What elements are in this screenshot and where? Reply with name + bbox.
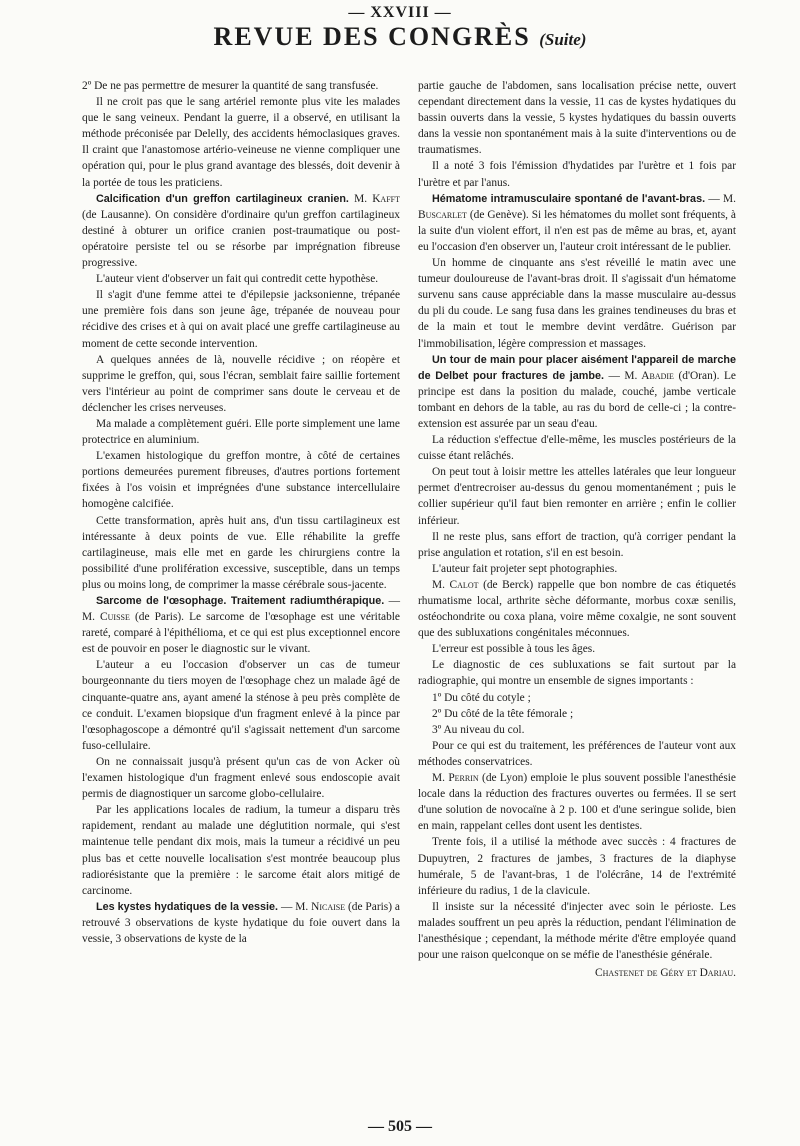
paragraph: Par les applications locales de radium, la tumeur a disparu très rapidement, rendant au malade une déglutition normale, qui s'est maintenue telle pendant dix mois, mais la tumeur a récidivé un peu plus bas et cette nouvelle localisation s'est montrée beaucoup plus radiorésistante que la première : le sarcome était alors mitigé de carcinome. bbox=[82, 804, 400, 897]
paragraph: L'auteur a eu l'occasion d'observer un cas de tumeur bourgeonnante du tiers moyen de l'œsophage chez un malade âgé de cinquante-quatre ans, ayant amené la sténose à peu près complète de ce conduit. L'examen biopsique d'un fragment enlevé à la pince par l'œsophagoscope a démontré qu'il s'agissait nettement d'un sarcome fuso-cellulaire. bbox=[82, 659, 400, 752]
paragraph: Il s'agit d'une femme attei te d'épilepsie jacksonienne, trépanée une première fois dans son jeune âge, trépanée de nouveau pour récidive des crises et à qui on avait placé une greffe cartilagineuse au moment de cette seconde intervention. bbox=[82, 289, 400, 350]
paragraph: Ma malade a complètement guéri. Elle porte simplement une lame protectrice en aluminium. bbox=[82, 417, 400, 447]
paragraph: Un homme de cinquante ans s'est réveillé le matin avec une tumeur douloureuse de l'avant-bras droit. Il s'agissait d'un hématome survenu sans cause appréciable dans la masse musculaire au-dessus du pli du coude. Le sang fusa dans les graines tendineuses du bras et de la main et tout le membre devint verdâtre. Guérison par l'immobilisation, légère compression et massages. bbox=[418, 257, 736, 350]
paragraph: L'auteur vient d'observer un fait qui contredit cette hypothèse. bbox=[96, 273, 379, 286]
paragraph: On peut tout à loisir mettre les attelles latérales que leur longueur permet d'entrecroiser au-dessus du genou momentanément ; puis le collier supérieur qu'il faut bien remonter en arrière ; enfin le collier inférieur. bbox=[418, 466, 736, 527]
paragraph: Il ne reste plus, sans effort de traction, qu'à corriger pendant la prise angulation et rotation, s'il en est besoin. bbox=[418, 530, 736, 559]
author-name: M. Calot bbox=[432, 578, 479, 591]
section-body: (de Paris) a retrouvé 3 observations de kyste hydatique du foie ouvert dans la vessie, 3 observations de kyste de la bbox=[82, 900, 400, 945]
author-name: — M. Abadie bbox=[608, 369, 674, 382]
paragraph: On ne connaissait jusqu'à présent qu'un cas de von Acker où l'examen histologique d'un fragment enlevé sous endoscopie avait permis de diagnostiquer un sarcome globo-cellulaire. bbox=[82, 755, 400, 801]
title-text: REVUE DES CONGRÈS bbox=[213, 22, 531, 51]
paragraph: 2º De ne pas permettre de mesurer la quantité de sang transfusée. bbox=[82, 80, 379, 92]
paragraph: L'erreur est possible à tous les âges. bbox=[432, 643, 596, 656]
paragraph: La réduction s'effectue d'elle-même, les muscles postérieurs de la cuisse étant relâchés. bbox=[418, 434, 736, 463]
paragraph: Trente fois, il a utilisé la méthode avec succès : 4 fractures de Dupuytren, 2 fractures de jambes, 3 fractures de la diaphyse humérale, 5 de l'avant-bras, 1 de l'olécrâne, 14 de l'extrémité inférieure du radius, 1 de la clavicule. bbox=[418, 836, 736, 897]
paragraph: L'auteur fait projeter sept photographies. bbox=[432, 562, 618, 575]
paragraph: Cette transformation, après huit ans, d'un tissu cartilagineux est intéressante à deux points de vue. Elle réhabilite la greffe cartilagineuse, mais elle met en garde les chirurgiens contre la possibilité d'une prolifération excessive, susceptible, dans un temps plus ou moins long, de comprimer la masse cérébrale sous-jacente. bbox=[82, 514, 400, 591]
section-kystes bbox=[82, 899, 400, 947]
paragraph: partie gauche de l'abdomen, sans localisation précise nette, ouvert cependant directement dans la vessie, 11 cas de kystes hydatiques du bassin ouverts dans la vessie, 5 kystes hydatiques du bassin ouverts dans la vessie non spontanément mais à la suite d'interventions ou de traumatismes. bbox=[418, 80, 736, 157]
paragraph-perrin bbox=[418, 770, 736, 834]
left-column bbox=[82, 78, 400, 947]
section-heading: Les kystes hydatiques de la vessie. bbox=[96, 900, 279, 913]
section-body: (de Lausanne). On considère d'ordinaire qu'un greffon cartilagineux destiné à obturer un orifice cranien post-traumatique ou post-opératoire persiste tel ou se résorbe par imprégnation fibreuse progressive. bbox=[82, 208, 400, 270]
paragraph-calot bbox=[418, 577, 736, 641]
paragraph: Il insiste sur la nécessité d'injecter avec soin le périoste. Les malades souffrent un peu après la réduction, pendant l'élimination de l'anesthésique ; cependant, la méthode mérite d'être employée quand pour une raison quelconque on se méfie de l'anesthésie générale. bbox=[418, 900, 736, 962]
author-name: — M. Buscarlet bbox=[418, 192, 736, 221]
section-heading: Calcification d'un greffon cartilagineux cranien. bbox=[96, 192, 349, 205]
right-column bbox=[418, 78, 736, 981]
page-title bbox=[0, 22, 800, 55]
page-number: — 505 — bbox=[368, 1118, 432, 1135]
author-name: — M. Nicaise bbox=[280, 900, 346, 913]
paragraph-body: (de Lyon) emploie le plus souvent possible l'anesthésie locale dans la réduction des fractures ouvertes ou fermées. Il se sert d'une solution de novocaïne à 2 p. 100 et d'une seringue solide, bien en main, rappelant celles dont usent les dentistes. bbox=[418, 772, 736, 833]
list-item: 2º Du côté de la tête fémorale ; bbox=[432, 707, 574, 720]
author-name: M. Kafft bbox=[354, 192, 400, 205]
section-hematome bbox=[418, 191, 736, 255]
section-heading: Hématome intramusculaire spontané de l'avant-bras. bbox=[432, 192, 706, 205]
section-calcification bbox=[82, 191, 400, 271]
list-item: 1º Du côté du cotyle ; bbox=[432, 691, 531, 704]
section-body: (de Paris). Le sarcome de l'œsophage est une véritable rareté, comparé à l'épithélioma, et ce qui est plus exceptionnel encore est de pouvoir en poser le diagnostic sur le vivant. bbox=[82, 611, 400, 656]
paragraph: Le diagnostic de ces subluxations se fait surtout par la radiographie, qui montre un ensemble de signes importants : bbox=[418, 659, 736, 688]
author-name: M. Perrin bbox=[432, 772, 479, 785]
section-body: (de Genève). Si les hématomes du mollet sont fréquents, à la suite d'un violent effort, il n'en est pas de même au bras, et, ayant eu l'occasion d'en observer un, l'auteur croit intéressant de le publier. bbox=[418, 208, 736, 253]
paragraph-body: (de Berck) rappelle que bon nombre de cas étiquetés rhumatisme local, arthrite sèche déformante, morbus coxæ senilis, ostéochondrite ou coxa plana, voire même coxalgie, ne sont souvent que des subluxations congénitales méconnues. bbox=[418, 578, 736, 640]
paragraph: A quelques années de là, nouvelle récidive ; on réopère et supprime le greffon, qui, sous l'écran, semblait faire saillie fortement vers l'intérieur au point de comprimer sans doute le cerveau et de déclencher les crises nerveuses. bbox=[82, 353, 400, 414]
title-suite: (Suite) bbox=[539, 30, 587, 49]
section-heading: Sarcome de l'œsophage. Traitement radiumthérapique. bbox=[96, 595, 385, 607]
signature: Chastenet de Géry et Dariau. bbox=[595, 967, 736, 980]
paragraph: L'examen histologique du greffon montre, à côté de certaines portions demeurées purement fibreuses, d'autres portions fortement fixées à l'os voisin et imprégnées d'une substance intercellulaire homogène calcifiée. bbox=[82, 450, 400, 511]
roman-page-number: — XXVIII — bbox=[348, 4, 452, 21]
paragraph: Pour ce qui est du traitement, les préférences de l'auteur vont aux méthodes conservatrices. bbox=[418, 739, 736, 768]
paragraph: Il ne croit pas que le sang artériel remonte plus vite les malades que le sang veineux. Pendant la guerre, il a observé, en utilisant la méthode préconisée par Delelly, des accidents hémoclasiques graves. Il craint que l'anastomose artério-veineuse ne vienne compliquer une opération qui, pour le plus grand avantage des blessés, doit devenir à la portée de tous les praticiens. bbox=[82, 96, 400, 189]
paragraph: Il a noté 3 fois l'émission d'hydatides par l'urètre et 1 fois par l'urètre et par l'anus. bbox=[418, 160, 736, 189]
section-tour-de-main bbox=[418, 352, 736, 432]
section-heading: Un tour de main pour placer aisément l'appareil de marche de Delbet pour fractures de jambe. bbox=[418, 353, 736, 382]
author-name: — M. Cuisse bbox=[82, 595, 400, 624]
section-sarcome bbox=[82, 593, 400, 657]
list-item: 3º Au niveau du col. bbox=[432, 723, 525, 736]
section-body: (d'Oran). Le principe est dans la position du malade, couché, jambe verticale tombant en dehors de la table, au ras du bord de celle-ci ; la contre-extension est assurée par un seau d'eau. bbox=[418, 369, 736, 430]
